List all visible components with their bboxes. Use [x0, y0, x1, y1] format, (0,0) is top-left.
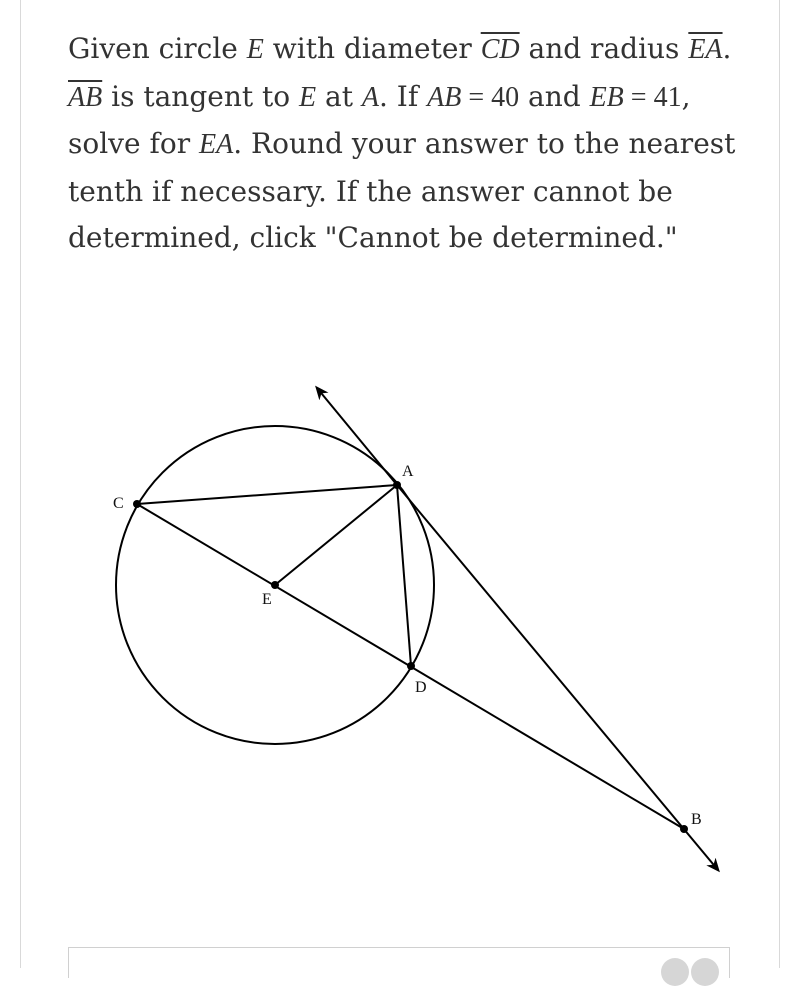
math-eq-41: = 41 [623, 81, 682, 113]
point-E [271, 581, 279, 589]
math-A: A [361, 81, 379, 113]
math-EA: $\overline{EA}$ [688, 34, 723, 65]
label-B: B [691, 811, 702, 828]
point-B [680, 825, 688, 833]
segment-AD [397, 485, 411, 666]
label-E: E [262, 591, 272, 608]
circle-icon[interactable] [661, 958, 689, 986]
math-eq-40: = 40 [461, 81, 520, 113]
math-CD: $\overline{CD}$ [480, 34, 520, 65]
math-E: E [246, 34, 264, 65]
label-C: C [113, 495, 124, 512]
math-EB: EB [589, 81, 624, 113]
answer-area[interactable] [68, 947, 730, 978]
math-EA-2: EA [198, 129, 234, 160]
tangent-line-lower [397, 485, 718, 870]
math-AB-2: AB [427, 81, 462, 113]
question-text: Given circle E with diameter $\overline{CD}$ and radius $\overline{EA}$. $\overline{AB}$ is tangent to E at A. If AB = 40 and EB = 41, solve for EA. Round your answer to the nearest tenth if necessary. If the answer cannot be determined, click "Cannot be determined." [68, 32, 736, 254]
circle-icon-2[interactable] [691, 958, 719, 986]
point-A [393, 481, 401, 489]
label-D: D [415, 679, 427, 696]
label-A: A [402, 463, 414, 480]
point-D [407, 662, 415, 670]
segment-EA [275, 485, 397, 585]
point-C [133, 500, 141, 508]
math-AB: $\overline{AB}$ [68, 81, 103, 113]
math-E-2: E [299, 81, 317, 113]
segment-CA [137, 485, 397, 504]
